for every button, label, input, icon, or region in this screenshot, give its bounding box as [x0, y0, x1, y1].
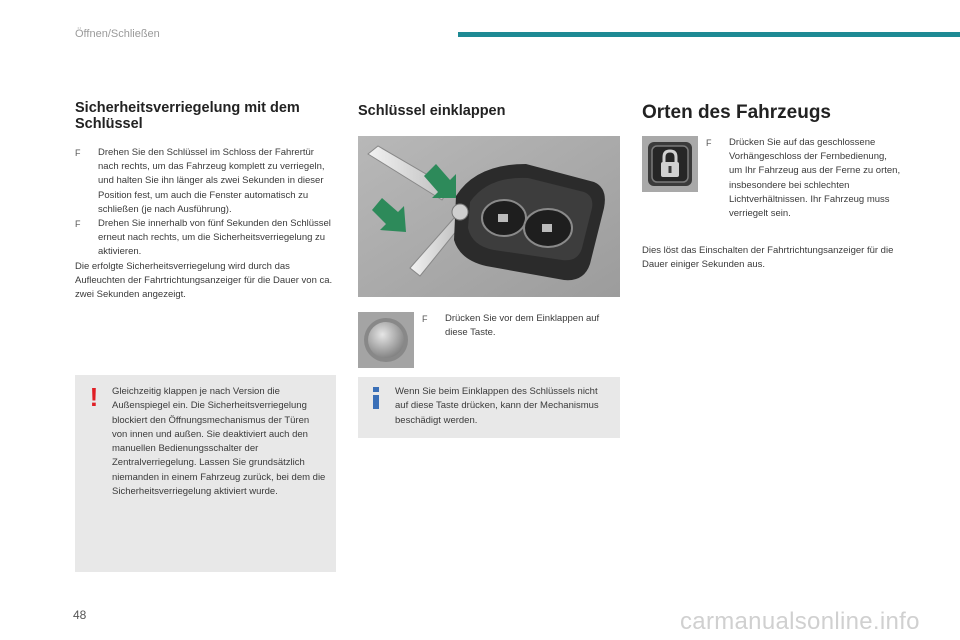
fold-bullet — [422, 312, 612, 340]
info-icon — [369, 386, 383, 410]
locate-bullet — [706, 136, 902, 221]
key-fold-svg — [358, 136, 620, 297]
section-deadlock — [75, 100, 337, 302]
list-item — [75, 146, 337, 217]
list-item — [422, 312, 612, 340]
deadlock-paragraph: Die erfolgte Sicherheitsverriegelung wird durch das Aufleuchten der Fahrtrichtungsanzeiger für die Dauer von ca. zwei Sekunden angezeigt. — [75, 260, 333, 301]
header-accent-bar — [458, 32, 960, 37]
bullet-mark: F — [422, 314, 428, 324]
bullet-mark: F — [706, 138, 712, 148]
list-item — [75, 217, 337, 260]
section-title-locate: Orten des Fahrzeugs — [642, 102, 831, 123]
section-title-deadlock: Sicherheitsverriegelung mit dem Schlüssel — [75, 100, 300, 132]
info-box — [358, 377, 620, 438]
deadlock-body — [75, 146, 337, 302]
bullet-mark: F — [75, 148, 81, 158]
info-text: Wenn Sie beim Einklappen des Schlüssels nicht auf diese Taste drücken, kann der Mechanismus beschädigt werden. — [395, 386, 599, 426]
fold-button-svg — [358, 312, 414, 368]
locate-paragraph: Dies löst das Einschalten der Fahrtrichtungsanzeiger für die Dauer einiger Sekunden aus. — [642, 245, 894, 271]
section-fold — [358, 100, 620, 119]
warning-text: Gleichzeitig klappen je nach Version die Außenspiegel ein. Die Sicherheitsverriegelung blockiert den Öffnungsmechanismus der Türen von innen und außen. Sie deaktiviert auch den manuellen Bedienungsschalter der Zentralverriegelung. Lassen Sie grundsätzlich niemanden in einem Fahrzeug zurück, bei dem die Sicherheitsverriegelung aktiviert wurde. — [112, 386, 326, 498]
list-item — [706, 136, 902, 221]
exclamation-icon: ! — [89, 382, 99, 412]
bullet-text: Drücken Sie auf das geschlossene Vorhängeschloss der Fernbedienung, um Ihr Fahrzeug aus der Ferne zu orten, insbesondere bei schlechten Lichtverhältnissen. Ihr Fahrzeug muss verriegelt sein. — [729, 137, 901, 220]
bullet-text: Drehen Sie den Schlüssel im Schloss der Fahrertür nach rechts, um das Fahrzeug komplett zu verriegeln, und halten Sie ihn länger als zwei Sekunden in dieser Position fest, um auch die Fenster automatisch zu schließen (je nach Ausführung). — [98, 147, 325, 215]
watermark: carmanualsonline.info — [680, 608, 920, 635]
fold-button-thumbnail — [358, 312, 414, 368]
bullet-text: Drücken Sie vor dem Einklappen auf diese Taste. — [445, 313, 600, 339]
padlock-icon — [642, 136, 698, 192]
bullet-text: Drehen Sie innerhalb von fünf Sekunden den Schlüssel erneut nach rechts, um die Sicherheitsverriegelung zu aktivieren. — [98, 218, 331, 258]
warning-box — [75, 375, 336, 572]
section-locate — [642, 100, 902, 124]
page-number: 48 — [73, 608, 87, 622]
bullet-mark: F — [75, 219, 81, 230]
lock-button-thumbnail — [642, 136, 698, 192]
section-title-fold: Schlüssel einklappen — [358, 103, 506, 119]
page-header-title: Öffnen/Schließen — [75, 28, 160, 40]
key-fold-illustration — [358, 136, 620, 297]
